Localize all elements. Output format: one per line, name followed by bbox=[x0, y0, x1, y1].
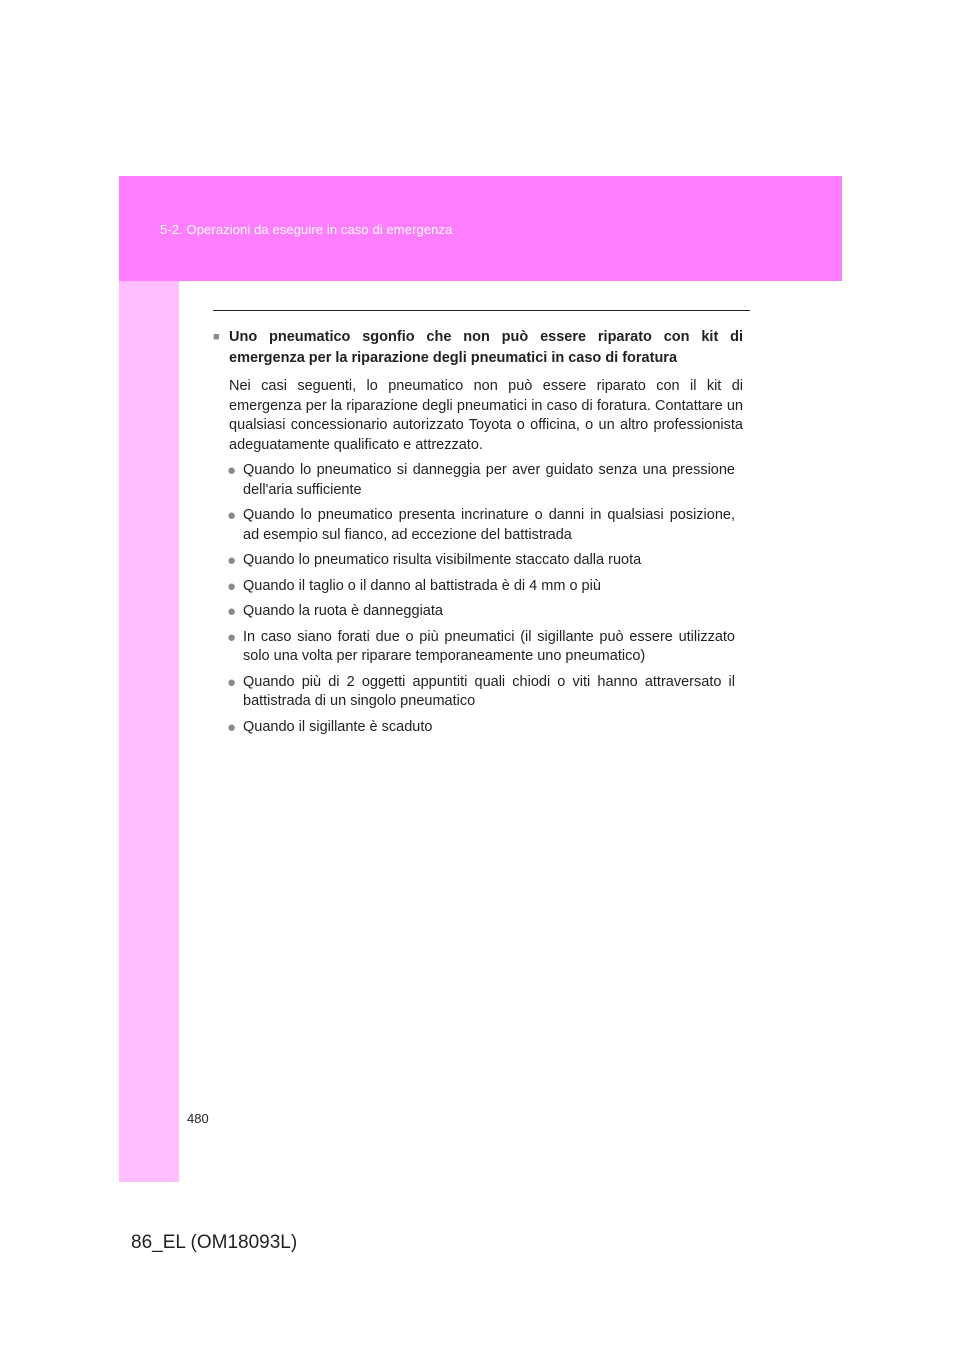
list-item bbox=[227, 506, 735, 545]
circle-bullet-icon: ● bbox=[227, 577, 237, 595]
list-item bbox=[227, 461, 735, 500]
list-item-text: Quando il sigillante è scaduto bbox=[243, 718, 433, 735]
list-item bbox=[227, 718, 735, 738]
bullet-list bbox=[227, 461, 735, 737]
list-item-text: Quando lo pneumatico si danneggia per aver guidato senza una pressione dell'aria sufficiente bbox=[243, 462, 735, 498]
document-code: 86_EL (OM18093L) bbox=[131, 1232, 298, 1253]
list-item bbox=[227, 628, 735, 667]
circle-bullet-icon: ● bbox=[227, 462, 237, 479]
list-item bbox=[227, 577, 735, 597]
list-item bbox=[227, 673, 735, 712]
list-item-text: Quando la ruota è danneggiata bbox=[243, 603, 443, 619]
list-item bbox=[227, 602, 735, 622]
side-band bbox=[119, 281, 179, 1182]
circle-bullet-icon: ● bbox=[227, 507, 237, 524]
list-item-text: Quando il taglio o il danno al battistrada è di 4 mm o più bbox=[243, 577, 601, 594]
section-title: 5-2. Operazioni da eseguire in caso di emergenza bbox=[160, 222, 453, 237]
page-number: 480 bbox=[187, 1111, 209, 1126]
list-item-text: Quando lo pneumatico risulta visibilmente staccato dalla ruota bbox=[243, 552, 642, 568]
list-item-text: Quando lo pneumatico presenta incrinature o danni in qualsiasi posizione, ad esempio sul fianco, ad eccezione del battistrada bbox=[243, 507, 735, 543]
list-item-text: In caso siano forati due o più pneumatici (il sigillante può essere utilizzato solo una volta per riparare temporaneamente uno pneumatico) bbox=[243, 628, 735, 664]
circle-bullet-icon: ● bbox=[227, 628, 237, 646]
circle-bullet-icon: ● bbox=[227, 673, 237, 691]
section-heading bbox=[213, 327, 743, 369]
circle-bullet-icon: ● bbox=[227, 603, 237, 620]
circle-bullet-icon: ● bbox=[227, 552, 237, 569]
heading-text: Uno pneumatico sgonfio che non può essere riparato con kit di emergenza per la riparazione degli pneumatici in caso di foratura bbox=[229, 329, 743, 366]
list-item bbox=[227, 551, 735, 571]
main-content bbox=[213, 327, 743, 743]
divider-rule bbox=[213, 310, 750, 311]
intro-paragraph: Nei casi seguenti, lo pneumatico non può essere riparato con il kit di emergenza per la riparazione degli pneumatici in caso di foratura. Contattare un qualsiasi concessionario autorizzato Toyota o officina, o un altro professionista adeguatamente qualificato e attrezzato. bbox=[229, 378, 743, 453]
circle-bullet-icon: ● bbox=[227, 718, 237, 736]
square-bullet-icon: ■ bbox=[213, 331, 220, 343]
list-item-text: Quando più di 2 oggetti appuntiti quali chiodi o viti hanno attraversato il battistrada di un singolo pneumatico bbox=[243, 673, 735, 709]
